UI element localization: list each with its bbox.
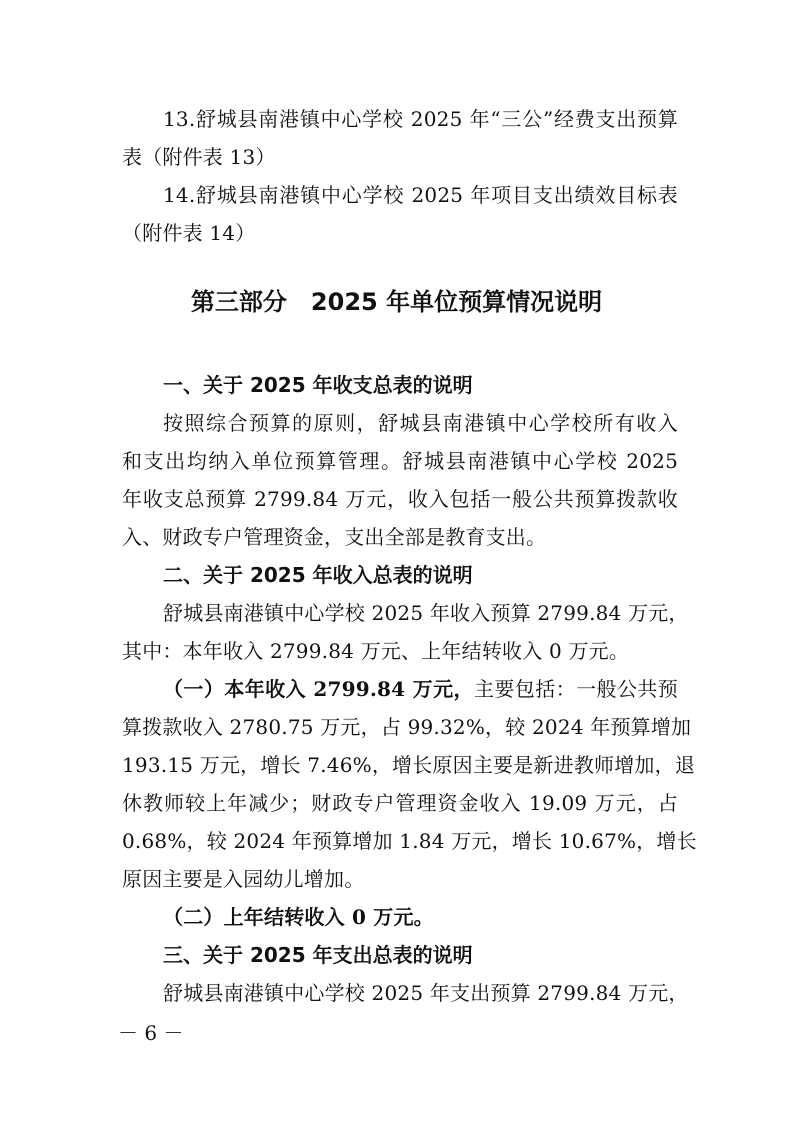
attachment-13-line-2: 表（附件表 13） [122, 145, 276, 169]
attachment-14-line-2: （附件表 14） [122, 221, 256, 245]
section-2-sub-1-line: 算拨款收入 2780.75 万元，占 99.32%，较 2024 年预算增加 [122, 715, 692, 739]
part-heading-part: 第三部分 [190, 288, 287, 316]
section-1-line: 年收支总预算 2799.84 万元，收入包括一般公共预算拨款收 [122, 487, 678, 511]
attachment-14-line-1: 14.舒城县南港镇中心学校 2025 年项目支出绩效目标表 [163, 183, 678, 207]
section-1-line: 入、财政专户管理资金，支出全部是教育支出。 [122, 525, 547, 549]
section-1-line: 和支出均纳入单位预算管理。舒城县南港镇中心学校 2025 [122, 449, 678, 473]
attachment-13-line-1: 13.舒城县南港镇中心学校 2025 年“三公”经费支出预算 [163, 107, 678, 131]
page-number: － 6 － [118, 1021, 184, 1045]
section-2-sub-1-first-line [163, 676, 678, 702]
section-2-line: 舒城县南港镇中心学校 2025 年收入预算 2799.84 万元， [163, 601, 689, 625]
section-2-sub-1-line: 原因主要是入园幼儿增加。 [122, 867, 365, 891]
section-1-line: 按照综合预算的原则，舒城县南港镇中心学校所有收入 [163, 411, 678, 435]
section-2-sub-2: （二）上年结转收入 0 万元。 [163, 905, 434, 929]
section-2-line: 其中：本年收入 2799.84 万元、上年结转收入 0 万元。 [122, 639, 630, 663]
part-heading-title: 2025 年单位预算情况说明 [310, 288, 603, 316]
section-2-sub-1-line: 休教师较上年减少；财政专户管理资金收入 19.09 万元，占 [122, 791, 678, 815]
part-heading [0, 286, 793, 318]
section-2-sub-1-line: 0.68%，较 2024 年预算增加 1.84 万元，增长 10.67%，增长 [122, 829, 697, 853]
sub-1-text: 主要包括：一般公共预 [473, 677, 678, 701]
sub-1-heading: （一）本年收入 2799.84 万元， [163, 677, 474, 701]
section-2-sub-1-line: 193.15 万元，增长 7.46%，增长原因主要是新进教师增加，退 [122, 753, 696, 777]
section-3-heading: 三、关于 2025 年支出总表的说明 [163, 943, 473, 967]
section-2-heading: 二、关于 2025 年收入总表的说明 [163, 563, 473, 587]
section-3-line: 舒城县南港镇中心学校 2025 年支出预算 2799.84 万元， [163, 981, 689, 1005]
section-1-heading: 一、关于 2025 年收支总表的说明 [163, 373, 473, 397]
